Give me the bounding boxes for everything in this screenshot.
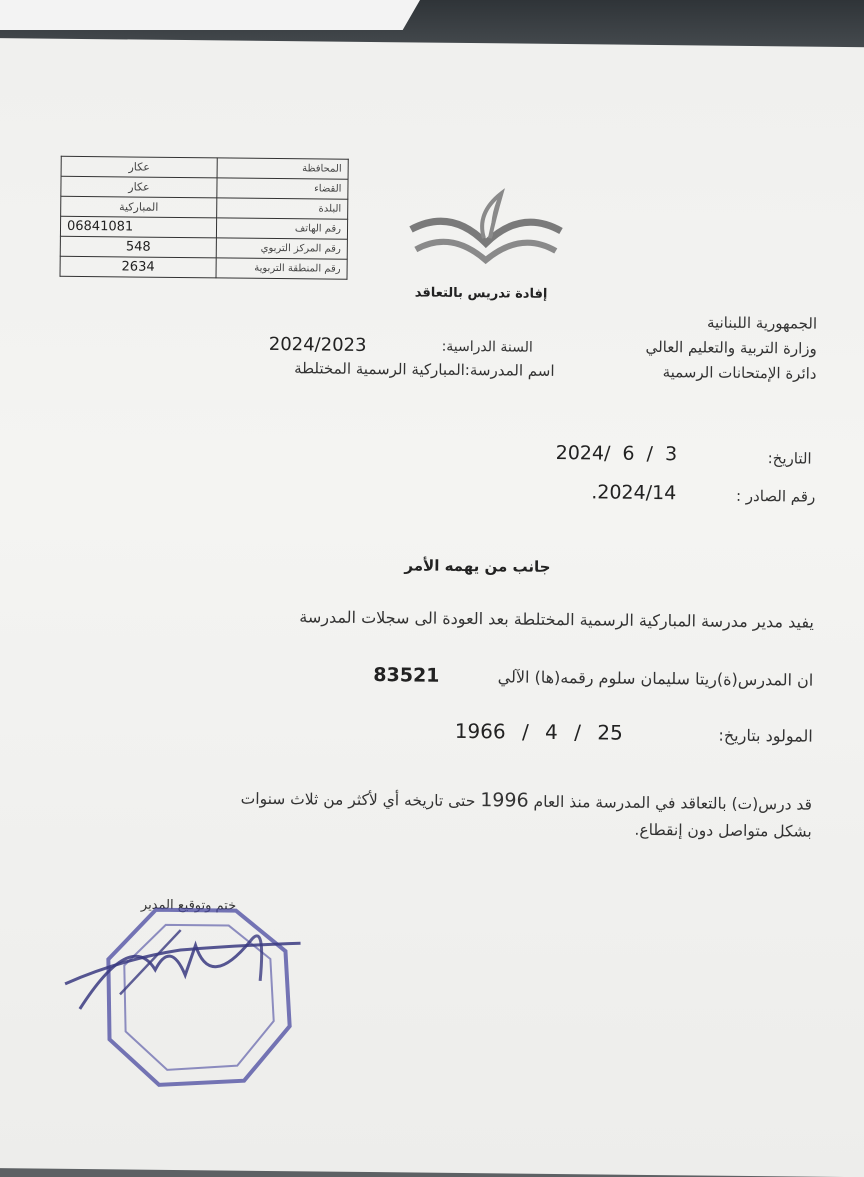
ministry-header: وزارة التربية والتعليم العالي [645,337,817,358]
department-header: دائرة الإمتحانات الرسمية [662,363,817,383]
cell-label: البلدة [217,198,348,219]
cell-value: عكار [61,176,217,198]
cell-label: رقم المركز التربوي [216,238,347,259]
cell-value: 2634 [60,256,216,278]
school-name: اسم المدرسة:المباركية الرسمية المختلطة [294,359,555,380]
date-value: 2024/ 6 / 3 [555,441,678,466]
school-stamp [59,899,321,1102]
table-row [60,216,347,239]
birth-date-label: المولود بتاريخ: [718,725,813,746]
body-line-1: يفيد مدير مدرسة المباركية الرسمية المختلطة بعد العودة الى سجلات المدرسة [299,607,815,632]
teacher-number: 83521 [373,664,440,687]
republic-header: الجمهورية اللبنانية [706,313,818,333]
background-paper-corner [0,0,420,30]
document-title: إفادة تدريس بالتعاقد [414,285,548,302]
start-year: 1996 [480,789,529,812]
school-year-value: 2024/2023 [268,333,367,356]
cell-value: 06841081 [60,216,216,238]
cell-label: القضاء [217,178,348,199]
body-line-3-end: حتى تاريخه أي لأكثر من ثلاث سنوات [240,789,476,811]
salutation: جانب من يهمه الأمر [404,556,551,576]
body-line-3 [162,786,812,815]
reference-value: .2024/14 [591,481,677,505]
cell-value: 548 [60,236,216,258]
info-table [60,156,349,280]
body-line-3-start: قد درس(ت) بالتعاقد في المدرسة منذ العام [533,792,813,814]
cell-label: رقم المنطقة التربوية [216,258,347,279]
document-page [0,38,864,1177]
reference-label: رقم الصادر : [735,486,816,506]
school-year-label: السنة الدراسية: [441,338,533,356]
body-line-4: بشكل متواصل دون إنقطاع. [634,820,812,841]
birth-date-value: 1966 / 4 / 25 [454,718,623,745]
date-label: التاريخ: [767,449,812,468]
cell-value: عكار [61,156,217,178]
cell-value: المباركية [61,196,217,218]
signature-label: ختم وتوقيع المدير [140,897,237,914]
table-row [60,256,347,279]
body-line-2: ان المدرس(ة)ريتا سليمان سلوم رقمه(ها) الآلي [497,667,814,690]
cell-label: رقم الهاتف [216,218,347,239]
book-logo-icon [406,187,567,274]
cell-label: المحافظة [217,158,348,179]
